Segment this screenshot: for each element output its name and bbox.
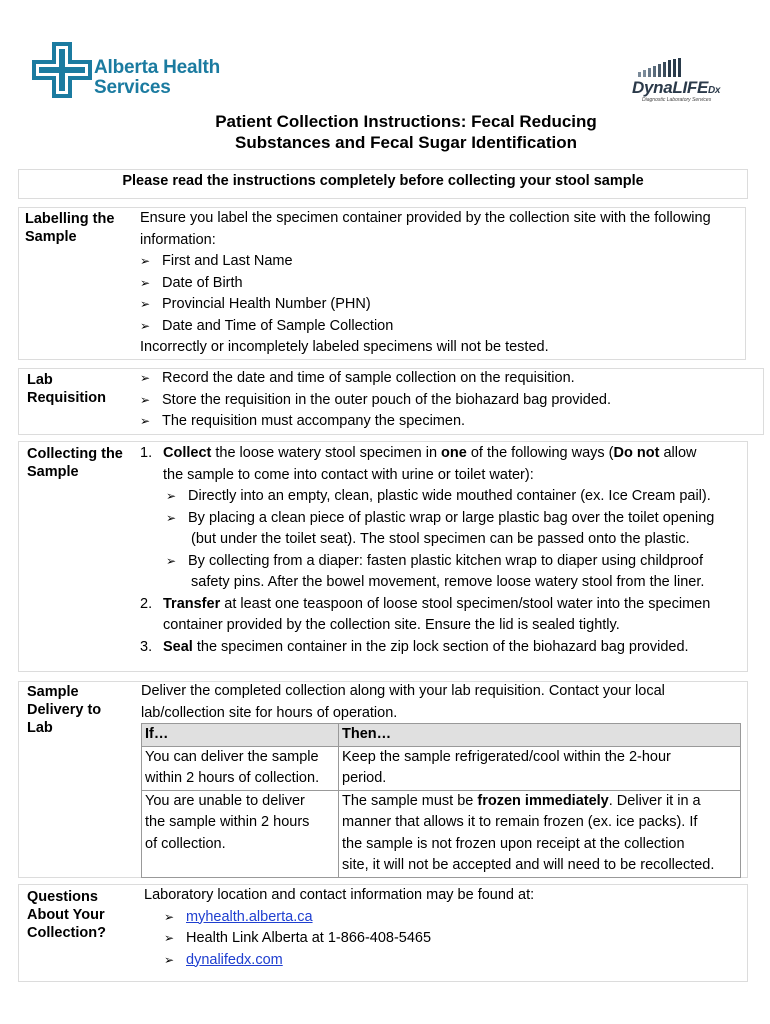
- step-3: 3. Seal the specimen container in the zip lock section of the biohazard bag provided.: [140, 638, 689, 655]
- arrow-bullet-icon: ➢: [164, 909, 175, 924]
- questions-text: Laboratory location and contact information may be found at: ➢ myhealth.alberta.ca ➢ Health Link Alberta at 1-866-408-5465 ➢ dynalifedx.com: [144, 885, 534, 971]
- arrow-bullet-icon: ➢: [164, 931, 175, 945]
- arrow-bullet-icon: ➢: [140, 371, 151, 385]
- table-cell: The sample must be frozen immediately. Deliver it in a manner that allows it to remain frozen (ex. ice packs). If the sample is not frozen upon receipt at the collection site, it will not be accepted and will need to be recollected.: [339, 790, 741, 877]
- table-header-if: If…: [142, 724, 339, 747]
- labelling-label: Labelling the Sample: [25, 211, 115, 245]
- delivery-text: Deliver the completed collection along with your lab requisition. Contact your local lab/collection site for hours of operation.: [141, 683, 665, 721]
- arrow-bullet-icon: ➢: [140, 297, 151, 311]
- arrow-bullet-icon: ➢: [140, 318, 151, 333]
- arrow-bullet-icon: ➢: [140, 392, 151, 407]
- table-row: [142, 746, 741, 790]
- list-item: ➢ First and Last Name: [140, 251, 711, 273]
- table-row: [142, 790, 741, 877]
- dynalife-wordmark: DynaLIFEDx: [632, 78, 721, 97]
- list-item: ➢ Record the date and time of sample collection on the requisition.: [140, 368, 611, 390]
- labelling-text: Ensure you label the specimen container provided by the collection site with the following information: ➢ First and Last Name ➢ Date of Birth ➢ Provincial Health Number (PHN) ➢ Date and Time of Sample Collection Incorrectly or incompletely labeled specimens will not be tested.: [140, 210, 711, 355]
- dynalife-bars-icon: [638, 58, 698, 78]
- ahs-logo-text: Alberta Health Services: [94, 57, 221, 98]
- requisition-text: [140, 368, 611, 433]
- list-item: [144, 907, 534, 929]
- list-item: ➢ Date and Time of Sample Collection: [140, 316, 711, 338]
- table-cell: Keep the sample refrigerated/cool within the 2-hour period.: [339, 746, 741, 790]
- collecting-text: 1. Collect the loose watery stool specimen in one of the following ways (Do not allow the sample to come into contact with urine or toilet water): ➢ Directly into an empty, clean, plastic wide mouthed container (ex. Ice Cream pail). ➢ By placing a clean piece of plastic wrap or large plastic bag over the toilet opening (but under the toilet seat). The stool specimen can be passed onto the plastic. ➢ By collecting from a diaper: fasten plastic kitchen wrap to diaper using childproof safety pins. After the bowel movement, remove loose watery stool from the liner. 2. Transfer at least one teaspoon of loose stool specimen/stool water into the specimen container provided by the collection site. Ensure the lid is sealed tightly. 3. Seal the specimen container in the zip lock section of the biohazard bag provided.: [140, 443, 714, 658]
- requisition-label: Lab Requisition: [27, 372, 106, 406]
- dynalife-tagline: Diagnostic Laboratory Services: [642, 97, 712, 103]
- arrow-bullet-icon: ➢: [140, 254, 151, 268]
- alberta-health-services-logo: [32, 42, 222, 100]
- list-item: ➢ Store the requisition in the outer pouch of the biohazard bag provided.: [140, 390, 611, 412]
- list-item: ➢ Health Link Alberta at 1-866-408-5465: [144, 928, 534, 950]
- arrow-bullet-icon: ➢: [140, 414, 151, 428]
- table-header-row: [142, 724, 741, 747]
- dynalifedx-link[interactable]: dynalifedx.com: [186, 951, 283, 968]
- table-cell: You are unable to deliver the sample within 2 hours of collection.: [142, 790, 339, 877]
- table-cell: You can deliver the sample within 2 hours of collection.: [142, 746, 339, 790]
- arrow-bullet-icon: ➢: [166, 489, 177, 503]
- arrow-bullet-icon: ➢: [166, 510, 177, 525]
- arrow-bullet-icon: ➢: [166, 553, 177, 568]
- list-item: ➢ By placing a clean piece of plastic wrap or large plastic bag over the toilet opening: [140, 508, 714, 530]
- intro-text: Please read the instructions completely before collecting your stool sample: [122, 173, 644, 189]
- list-item: ➢ By collecting from a diaper: fasten plastic kitchen wrap to diaper using childproof: [140, 551, 714, 573]
- table-header-then: Then…: [339, 724, 741, 747]
- arrow-bullet-icon: ➢: [140, 275, 151, 290]
- myhealth-link[interactable]: myhealth.alberta.ca: [186, 908, 313, 925]
- arrow-bullet-icon: ➢: [164, 952, 175, 967]
- step-2: 2. Transfer at least one teaspoon of loose stool specimen/stool water into the specimen: [140, 595, 711, 612]
- step-1: 1. Collect the loose watery stool specimen in one of the following ways (Do not allow: [140, 445, 697, 461]
- collecting-label: Collecting the Sample: [27, 446, 123, 480]
- ahs-cross-icon: [32, 42, 92, 98]
- delivery-table: [141, 723, 741, 878]
- list-item: ➢ Date of Birth: [140, 273, 711, 295]
- questions-label: Questions About Your Collection?: [27, 889, 106, 941]
- list-item: ➢ The requisition must accompany the specimen.: [140, 411, 611, 433]
- list-item: [144, 950, 534, 972]
- delivery-label: Sample Delivery to Lab: [27, 684, 102, 736]
- list-item: ➢ Directly into an empty, clean, plastic wide mouthed container (ex. Ice Cream pail).: [140, 486, 714, 508]
- page-title: Patient Collection Instructions: Fecal Reducing Substances and Fecal Sugar Identification: [215, 112, 597, 152]
- dynalifedx-logo: [628, 58, 746, 104]
- list-item: ➢ Provincial Health Number (PHN): [140, 294, 711, 316]
